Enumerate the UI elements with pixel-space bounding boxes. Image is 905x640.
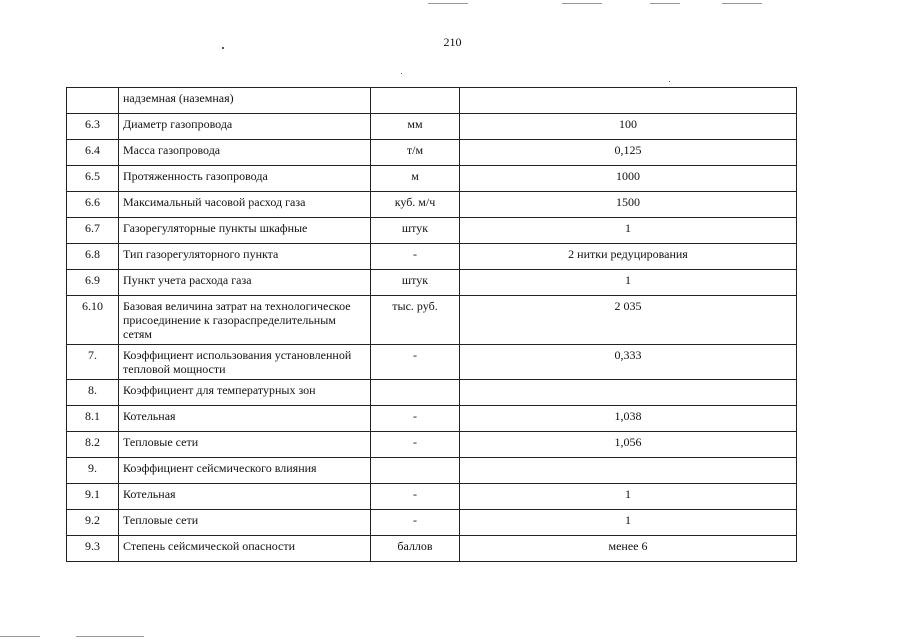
row-unit-cell: - bbox=[371, 484, 460, 510]
row-value-cell: 0,125 bbox=[460, 140, 797, 166]
row-unit-cell bbox=[371, 458, 460, 484]
scan-line bbox=[76, 636, 144, 637]
row-number-cell: 6.9 bbox=[67, 270, 119, 296]
table-row bbox=[67, 218, 797, 244]
row-number-cell: 9.2 bbox=[67, 510, 119, 536]
row-value-cell: 0,333 bbox=[460, 345, 797, 380]
row-unit-cell: штук bbox=[371, 218, 460, 244]
row-name-cell: Коэффициент для температурных зон bbox=[119, 380, 371, 406]
table-row bbox=[67, 345, 797, 380]
scan-speck bbox=[669, 81, 670, 82]
row-number-cell: 6.5 bbox=[67, 166, 119, 192]
row-number-cell bbox=[67, 88, 119, 114]
row-number-cell: 6.3 bbox=[67, 114, 119, 140]
row-name-cell: Протяженность газопровода bbox=[119, 166, 371, 192]
table-row bbox=[67, 244, 797, 270]
row-name-cell: Диаметр газопровода bbox=[119, 114, 371, 140]
row-number-cell: 6.7 bbox=[67, 218, 119, 244]
row-unit-cell: - bbox=[371, 406, 460, 432]
table-row bbox=[67, 484, 797, 510]
row-number-cell: 8.2 bbox=[67, 432, 119, 458]
row-value-cell: 1500 bbox=[460, 192, 797, 218]
row-value-cell: менее 6 bbox=[460, 536, 797, 562]
table-row bbox=[67, 296, 797, 345]
row-value-cell: 1,056 bbox=[460, 432, 797, 458]
table-row bbox=[67, 432, 797, 458]
row-name-cell: Тепловые сети bbox=[119, 432, 371, 458]
row-number-cell: 9. bbox=[67, 458, 119, 484]
table-row bbox=[67, 140, 797, 166]
scan-line bbox=[562, 3, 602, 4]
row-unit-cell: т/м bbox=[371, 140, 460, 166]
scan-line bbox=[650, 3, 680, 4]
table-row bbox=[67, 88, 797, 114]
table-body bbox=[67, 88, 797, 562]
scan-line bbox=[0, 636, 40, 637]
row-value-cell bbox=[460, 380, 797, 406]
page-number: 210 bbox=[443, 35, 462, 49]
row-value-cell: 2 нитки редуцирования bbox=[460, 244, 797, 270]
row-name-cell: Масса газопровода bbox=[119, 140, 371, 166]
row-number-cell: 6.4 bbox=[67, 140, 119, 166]
row-name-cell: Котельная bbox=[119, 406, 371, 432]
row-unit-cell: штук bbox=[371, 270, 460, 296]
row-name-cell: Коэффициент использования установленной тепловой мощности bbox=[119, 345, 371, 380]
row-number-cell: 7. bbox=[67, 345, 119, 380]
table-row bbox=[67, 510, 797, 536]
row-unit-cell bbox=[371, 88, 460, 114]
row-value-cell: 1 bbox=[460, 510, 797, 536]
row-number-cell: 6.10 bbox=[67, 296, 119, 345]
scan-line bbox=[722, 3, 762, 4]
row-number-cell: 9.1 bbox=[67, 484, 119, 510]
table-row bbox=[67, 380, 797, 406]
row-name-cell: Газорегуляторные пункты шкафные bbox=[119, 218, 371, 244]
row-unit-cell: м bbox=[371, 166, 460, 192]
row-value-cell: 100 bbox=[460, 114, 797, 140]
row-name-cell: Коэффициент сейсмического влияния bbox=[119, 458, 371, 484]
table-row bbox=[67, 458, 797, 484]
row-unit-cell: баллов bbox=[371, 536, 460, 562]
row-value-cell: 1 bbox=[460, 484, 797, 510]
row-value-cell bbox=[460, 88, 797, 114]
table-row bbox=[67, 166, 797, 192]
row-number-cell: 8.1 bbox=[67, 406, 119, 432]
row-unit-cell: мм bbox=[371, 114, 460, 140]
row-value-cell: 1 bbox=[460, 270, 797, 296]
table-row bbox=[67, 114, 797, 140]
row-number-cell: 8. bbox=[67, 380, 119, 406]
row-name-cell: Тепловые сети bbox=[119, 510, 371, 536]
row-unit-cell: - bbox=[371, 244, 460, 270]
row-name-cell: Пункт учета расхода газа bbox=[119, 270, 371, 296]
scan-speck bbox=[222, 47, 224, 49]
row-unit-cell: куб. м/ч bbox=[371, 192, 460, 218]
row-unit-cell bbox=[371, 380, 460, 406]
parameters-table bbox=[66, 87, 797, 562]
row-name-cell: Тип газорегуляторного пункта bbox=[119, 244, 371, 270]
row-value-cell bbox=[460, 458, 797, 484]
row-value-cell: 1000 bbox=[460, 166, 797, 192]
scan-line bbox=[428, 3, 468, 4]
table-row bbox=[67, 406, 797, 432]
row-name-cell: Котельная bbox=[119, 484, 371, 510]
row-number-cell: 9.3 bbox=[67, 536, 119, 562]
row-value-cell: 2 035 bbox=[460, 296, 797, 345]
table-row bbox=[67, 192, 797, 218]
row-name-cell: надземная (наземная) bbox=[119, 88, 371, 114]
row-value-cell: 1,038 bbox=[460, 406, 797, 432]
row-unit-cell: - bbox=[371, 432, 460, 458]
row-name-cell: Базовая величина затрат на технологическое присоединение к газораспределительным сетям bbox=[119, 296, 371, 345]
row-unit-cell: тыс. руб. bbox=[371, 296, 460, 345]
row-unit-cell: - bbox=[371, 510, 460, 536]
row-value-cell: 1 bbox=[460, 218, 797, 244]
row-number-cell: 6.6 bbox=[67, 192, 119, 218]
row-name-cell: Максимальный часовой расход газа bbox=[119, 192, 371, 218]
row-name-cell: Степень сейсмической опасности bbox=[119, 536, 371, 562]
table-row bbox=[67, 536, 797, 562]
scan-speck bbox=[401, 73, 402, 74]
row-unit-cell: - bbox=[371, 345, 460, 380]
row-number-cell: 6.8 bbox=[67, 244, 119, 270]
table-row bbox=[67, 270, 797, 296]
